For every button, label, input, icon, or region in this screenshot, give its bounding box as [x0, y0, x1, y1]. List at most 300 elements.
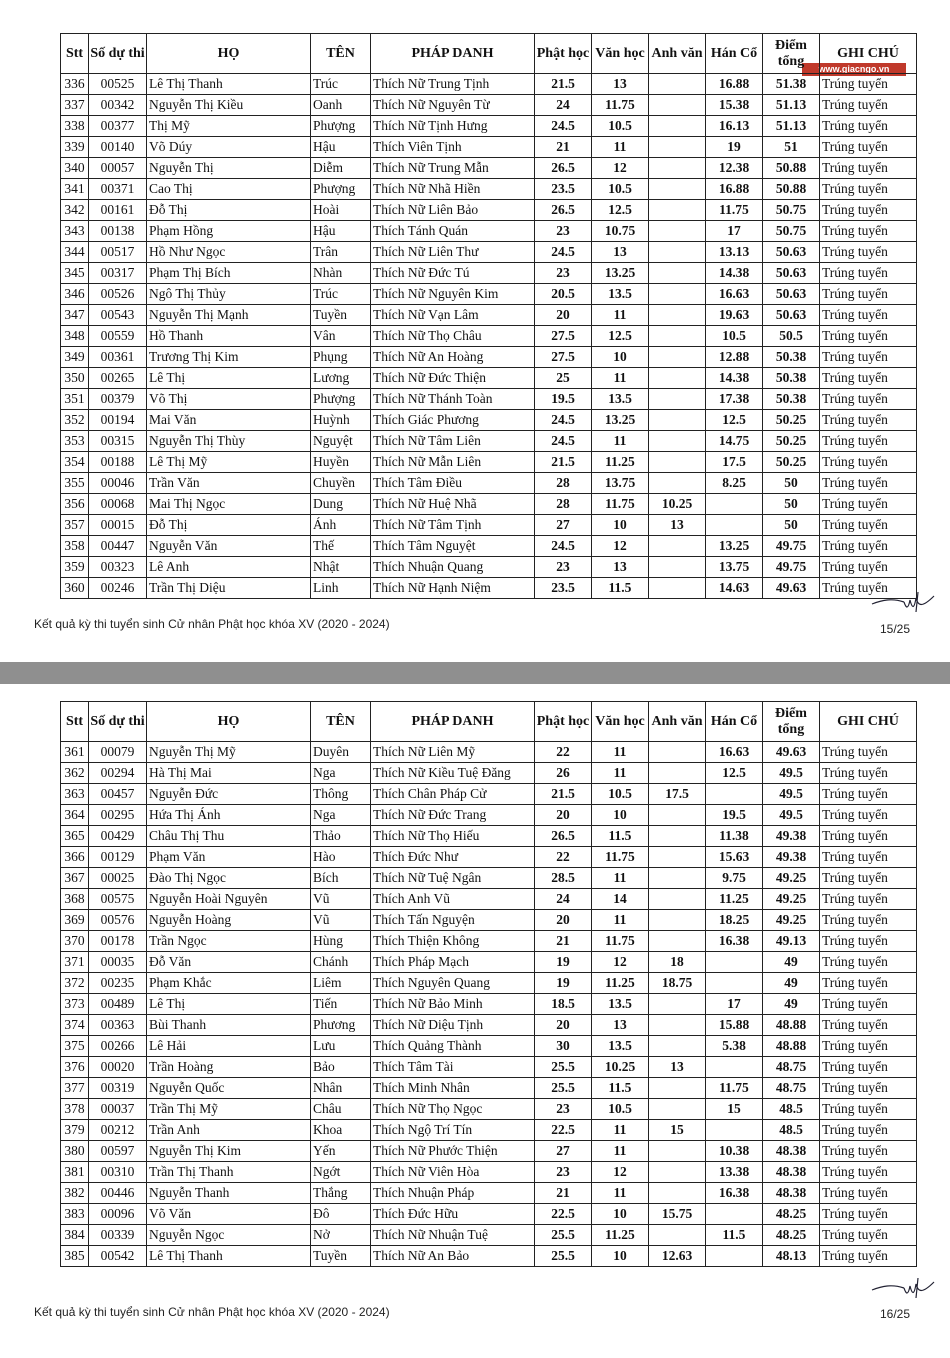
cell-han-co	[706, 1120, 763, 1141]
cell-van-hoc: 11	[592, 1183, 649, 1204]
table-header-row	[61, 702, 917, 742]
cell-diem-tong: 48.38	[763, 1183, 820, 1204]
cell-ho: Cao Thị	[147, 179, 311, 200]
cell-han-co: 14.38	[706, 368, 763, 389]
cell-so-du-thi: 00315	[89, 431, 147, 452]
cell-phap-danh: Thích Thiện Không	[371, 931, 535, 952]
cell-ho: Lê Thị Thanh	[147, 74, 311, 95]
cell-ho: Đỗ Thị	[147, 515, 311, 536]
cell-diem-tong: 48.25	[763, 1225, 820, 1246]
cell-stt: 337	[61, 95, 89, 116]
cell-ghi-chu: Trúng tuyển	[820, 515, 917, 536]
cell-han-co: 10.5	[706, 326, 763, 347]
table-row	[61, 952, 917, 973]
cell-so-du-thi: 00576	[89, 910, 147, 931]
cell-han-co: 17.5	[706, 452, 763, 473]
cell-phap-danh: Thích Nữ Nguyên Từ	[371, 95, 535, 116]
cell-ten: Huyền	[311, 452, 371, 473]
cell-diem-tong: 48.75	[763, 1078, 820, 1099]
cell-van-hoc: 11	[592, 1120, 649, 1141]
cell-phat-hoc: 23	[535, 221, 592, 242]
cell-han-co: 13.75	[706, 557, 763, 578]
cell-ghi-chu: Trúng tuyển	[820, 305, 917, 326]
cell-so-du-thi: 00161	[89, 200, 147, 221]
cell-ten: Châu	[311, 1099, 371, 1120]
table-row	[61, 826, 917, 847]
cell-ghi-chu: Trúng tuyển	[820, 763, 917, 784]
cell-ten: Lưu	[311, 1036, 371, 1057]
cell-stt: 383	[61, 1204, 89, 1225]
cell-phap-danh: Thích Nữ Tuệ Ngân	[371, 868, 535, 889]
table-row	[61, 536, 917, 557]
cell-ho: Trần Anh	[147, 1120, 311, 1141]
cell-ten: Trân	[311, 242, 371, 263]
cell-anh-van	[649, 868, 706, 889]
table-row	[61, 578, 917, 599]
cell-han-co: 13.13	[706, 242, 763, 263]
cell-ten: Khoa	[311, 1120, 371, 1141]
cell-so-du-thi: 00194	[89, 410, 147, 431]
cell-so-du-thi: 00363	[89, 1015, 147, 1036]
cell-phat-hoc: 21.5	[535, 452, 592, 473]
cell-ghi-chu: Trúng tuyển	[820, 910, 917, 931]
cell-ho: Trần Thị Mỹ	[147, 1099, 311, 1120]
cell-phat-hoc: 24.5	[535, 116, 592, 137]
cell-ten: Liêm	[311, 973, 371, 994]
table-row	[61, 1120, 917, 1141]
cell-ten: Nga	[311, 805, 371, 826]
header-ghi-chu: GHI CHÚ	[820, 702, 917, 742]
cell-ten: Tuyền	[311, 305, 371, 326]
table-row	[61, 742, 917, 763]
cell-stt: 375	[61, 1036, 89, 1057]
cell-phap-danh: Thích Nữ An Hoàng	[371, 347, 535, 368]
cell-so-du-thi: 00057	[89, 158, 147, 179]
cell-han-co: 16.38	[706, 1183, 763, 1204]
cell-stt: 361	[61, 742, 89, 763]
cell-ghi-chu: Trúng tuyển	[820, 431, 917, 452]
cell-phat-hoc: 27.5	[535, 347, 592, 368]
cell-so-du-thi: 00295	[89, 805, 147, 826]
cell-so-du-thi: 00526	[89, 284, 147, 305]
cell-han-co: 12.88	[706, 347, 763, 368]
table-row	[61, 889, 917, 910]
cell-stt: 373	[61, 994, 89, 1015]
cell-ten: Nhân	[311, 1078, 371, 1099]
cell-van-hoc: 13	[592, 1015, 649, 1036]
cell-phap-danh: Thích Nữ Liên Bảo	[371, 200, 535, 221]
header-diem-tong: Điểm tổng	[763, 702, 820, 742]
cell-van-hoc: 10	[592, 805, 649, 826]
cell-ghi-chu: Trúng tuyển	[820, 1183, 917, 1204]
cell-ho: Trần Thị Diệu	[147, 578, 311, 599]
cell-ghi-chu: Trúng tuyển	[820, 742, 917, 763]
cell-ho: Bùi Thanh	[147, 1015, 311, 1036]
cell-phat-hoc: 28	[535, 494, 592, 515]
cell-phat-hoc: 28	[535, 473, 592, 494]
cell-stt: 385	[61, 1246, 89, 1267]
page-number: 16/25	[879, 1307, 910, 1321]
cell-ghi-chu: Trúng tuyển	[820, 1015, 917, 1036]
cell-phat-hoc: 21	[535, 1183, 592, 1204]
cell-diem-tong: 49.63	[763, 578, 820, 599]
cell-ten: Nhật	[311, 557, 371, 578]
cell-diem-tong: 50	[763, 473, 820, 494]
cell-han-co	[706, 1057, 763, 1078]
cell-ho: Trương Thị Kim	[147, 347, 311, 368]
cell-ghi-chu: Trúng tuyển	[820, 221, 917, 242]
cell-van-hoc: 12	[592, 952, 649, 973]
cell-ho: Mai Thị Ngọc	[147, 494, 311, 515]
cell-ho: Nguyễn Thị Kim	[147, 1141, 311, 1162]
cell-ghi-chu: Trúng tuyển	[820, 868, 917, 889]
cell-diem-tong: 50.38	[763, 389, 820, 410]
cell-van-hoc: 10.5	[592, 784, 649, 805]
cell-ten: Huỳnh	[311, 410, 371, 431]
cell-stt: 348	[61, 326, 89, 347]
cell-ho: Trần Ngọc	[147, 931, 311, 952]
cell-ghi-chu: Trúng tuyển	[820, 1099, 917, 1120]
cell-ho: Võ Dúy	[147, 137, 311, 158]
cell-stt: 368	[61, 889, 89, 910]
table-row	[61, 431, 917, 452]
cell-so-du-thi: 00188	[89, 452, 147, 473]
table-row	[61, 284, 917, 305]
cell-stt: 374	[61, 1015, 89, 1036]
cell-so-du-thi: 00446	[89, 1183, 147, 1204]
cell-ho: Phạm Thị Bích	[147, 263, 311, 284]
cell-so-du-thi: 00310	[89, 1162, 147, 1183]
cell-ho: Châu Thị Thu	[147, 826, 311, 847]
cell-ho: Trần Hoàng	[147, 1057, 311, 1078]
cell-so-du-thi: 00525	[89, 74, 147, 95]
cell-van-hoc: 10	[592, 515, 649, 536]
cell-ghi-chu: Trúng tuyển	[820, 284, 917, 305]
cell-phat-hoc: 27	[535, 515, 592, 536]
cell-ho: Hồ Thanh	[147, 326, 311, 347]
cell-ho: Nguyễn Thị Mạnh	[147, 305, 311, 326]
cell-ho: Trần Thị Thanh	[147, 1162, 311, 1183]
cell-ghi-chu: Trúng tuyển	[820, 931, 917, 952]
cell-han-co: 15.63	[706, 847, 763, 868]
cell-ten: Phượng	[311, 389, 371, 410]
table-row	[61, 179, 917, 200]
cell-stt: 364	[61, 805, 89, 826]
cell-ten: Đô	[311, 1204, 371, 1225]
cell-stt: 340	[61, 158, 89, 179]
cell-ten: Thảo	[311, 826, 371, 847]
document-page-15	[0, 0, 950, 662]
cell-diem-tong: 50.75	[763, 200, 820, 221]
cell-ghi-chu: Trúng tuyển	[820, 1141, 917, 1162]
cell-diem-tong: 49.25	[763, 889, 820, 910]
table-row	[61, 1099, 917, 1120]
cell-ten: Lương	[311, 368, 371, 389]
cell-so-du-thi: 00035	[89, 952, 147, 973]
cell-anh-van	[649, 994, 706, 1015]
cell-stt: 350	[61, 368, 89, 389]
cell-diem-tong: 49.25	[763, 868, 820, 889]
cell-ghi-chu: Trúng tuyển	[820, 557, 917, 578]
cell-diem-tong: 50.38	[763, 347, 820, 368]
table-row	[61, 910, 917, 931]
header-ghi-chu: GHI CHÚ	[820, 34, 917, 74]
cell-diem-tong: 49.75	[763, 557, 820, 578]
cell-ho: Võ Văn	[147, 1204, 311, 1225]
cell-diem-tong: 50	[763, 494, 820, 515]
cell-ten: Trúc	[311, 284, 371, 305]
cell-anh-van	[649, 179, 706, 200]
cell-so-du-thi: 00020	[89, 1057, 147, 1078]
cell-phap-danh: Thích Ngộ Trí Tín	[371, 1120, 535, 1141]
cell-so-du-thi: 00246	[89, 578, 147, 599]
table-row	[61, 1246, 917, 1267]
header-stt: Stt	[61, 34, 89, 74]
cell-ghi-chu: Trúng tuyển	[820, 1036, 917, 1057]
cell-stt: 345	[61, 263, 89, 284]
cell-stt: 377	[61, 1078, 89, 1099]
cell-anh-van	[649, 1183, 706, 1204]
cell-han-co: 11.75	[706, 200, 763, 221]
cell-anh-van: 17.5	[649, 784, 706, 805]
header-ho: HỌ	[147, 702, 311, 742]
results-table	[60, 701, 917, 1267]
cell-phap-danh: Thích Nữ Tâm Liên	[371, 431, 535, 452]
cell-so-du-thi: 00178	[89, 931, 147, 952]
cell-ho: Võ Thị	[147, 389, 311, 410]
cell-ten: Duyên	[311, 742, 371, 763]
cell-han-co: 15	[706, 1099, 763, 1120]
cell-ten: Trúc	[311, 74, 371, 95]
cell-anh-van	[649, 389, 706, 410]
cell-han-co	[706, 494, 763, 515]
header-ho: HỌ	[147, 34, 311, 74]
cell-stt: 382	[61, 1183, 89, 1204]
cell-ghi-chu: Trúng tuyển	[820, 973, 917, 994]
cell-diem-tong: 49.38	[763, 826, 820, 847]
cell-van-hoc: 14	[592, 889, 649, 910]
cell-phat-hoc: 19	[535, 952, 592, 973]
cell-anh-van	[649, 221, 706, 242]
cell-ten: Hùng	[311, 931, 371, 952]
table-row	[61, 515, 917, 536]
cell-diem-tong: 48.88	[763, 1015, 820, 1036]
cell-so-du-thi: 00429	[89, 826, 147, 847]
cell-diem-tong: 48.38	[763, 1162, 820, 1183]
cell-ten: Ngớt	[311, 1162, 371, 1183]
cell-han-co: 12.38	[706, 158, 763, 179]
cell-so-du-thi: 00138	[89, 221, 147, 242]
cell-van-hoc: 12	[592, 1162, 649, 1183]
cell-anh-van	[649, 557, 706, 578]
cell-ho: Đỗ Văn	[147, 952, 311, 973]
cell-phat-hoc: 24.5	[535, 410, 592, 431]
cell-ten: Thắng	[311, 1183, 371, 1204]
cell-phat-hoc: 18.5	[535, 994, 592, 1015]
cell-anh-van	[649, 763, 706, 784]
cell-phat-hoc: 22.5	[535, 1204, 592, 1225]
cell-ghi-chu: Trúng tuyển	[820, 74, 917, 95]
header-van-hoc: Văn học	[592, 702, 649, 742]
cell-ghi-chu: Trúng tuyển	[820, 200, 917, 221]
cell-han-co: 17.38	[706, 389, 763, 410]
cell-van-hoc: 13	[592, 74, 649, 95]
cell-diem-tong: 51.38	[763, 74, 820, 95]
header-han-co: Hán Cổ	[706, 34, 763, 74]
cell-phat-hoc: 22	[535, 742, 592, 763]
cell-phat-hoc: 20.5	[535, 284, 592, 305]
cell-diem-tong: 50.75	[763, 221, 820, 242]
cell-han-co: 14.75	[706, 431, 763, 452]
cell-anh-van	[649, 368, 706, 389]
cell-han-co	[706, 515, 763, 536]
cell-ho: Hồ Như Ngọc	[147, 242, 311, 263]
cell-anh-van	[649, 931, 706, 952]
cell-ten: Nga	[311, 763, 371, 784]
page-footer: Kết quả kỳ thi tuyển sinh Cử nhân Phật học khóa XV (2020 - 2024)	[34, 1305, 390, 1319]
signature-icon	[870, 1270, 936, 1302]
cell-phap-danh: Thích Tấn Nguyện	[371, 910, 535, 931]
cell-stt: 356	[61, 494, 89, 515]
cell-so-du-thi: 00212	[89, 1120, 147, 1141]
cell-van-hoc: 13.25	[592, 263, 649, 284]
cell-anh-van	[649, 452, 706, 473]
cell-stt: 369	[61, 910, 89, 931]
cell-phat-hoc: 27.5	[535, 326, 592, 347]
table-row	[61, 868, 917, 889]
cell-anh-van	[649, 242, 706, 263]
cell-anh-van	[649, 1036, 706, 1057]
cell-diem-tong: 50.88	[763, 158, 820, 179]
cell-han-co: 17	[706, 994, 763, 1015]
cell-ghi-chu: Trúng tuyển	[820, 326, 917, 347]
cell-ghi-chu: Trúng tuyển	[820, 1204, 917, 1225]
cell-diem-tong: 48.13	[763, 1246, 820, 1267]
cell-anh-van: 18.75	[649, 973, 706, 994]
cell-han-co: 18.25	[706, 910, 763, 931]
cell-so-du-thi: 00096	[89, 1204, 147, 1225]
cell-ghi-chu: Trúng tuyển	[820, 242, 917, 263]
cell-han-co: 15.38	[706, 95, 763, 116]
table-row	[61, 1183, 917, 1204]
table-row	[61, 784, 917, 805]
cell-van-hoc: 13.5	[592, 1036, 649, 1057]
cell-phap-danh: Thích Nữ Đức Thiện	[371, 368, 535, 389]
cell-phap-danh: Thích Nữ Huệ Nhã	[371, 494, 535, 515]
cell-han-co: 11.38	[706, 826, 763, 847]
cell-van-hoc: 11.25	[592, 452, 649, 473]
table-row	[61, 263, 917, 284]
cell-phat-hoc: 21	[535, 931, 592, 952]
cell-phat-hoc: 23.5	[535, 578, 592, 599]
cell-phap-danh: Thích Nữ Nhã Hiền	[371, 179, 535, 200]
cell-anh-van: 15	[649, 1120, 706, 1141]
cell-ghi-chu: Trúng tuyển	[820, 452, 917, 473]
cell-phat-hoc: 19.5	[535, 389, 592, 410]
cell-van-hoc: 11.5	[592, 1078, 649, 1099]
cell-phap-danh: Thích Nữ Tịnh Hưng	[371, 116, 535, 137]
cell-stt: 352	[61, 410, 89, 431]
cell-van-hoc: 13.25	[592, 410, 649, 431]
table-row	[61, 137, 917, 158]
cell-van-hoc: 13	[592, 242, 649, 263]
cell-han-co	[706, 973, 763, 994]
cell-stt: 343	[61, 221, 89, 242]
cell-ten: Hậu	[311, 221, 371, 242]
cell-phap-danh: Thích Nữ Hạnh Niệm	[371, 578, 535, 599]
cell-van-hoc: 11	[592, 137, 649, 158]
table-row	[61, 116, 917, 137]
table-row	[61, 200, 917, 221]
cell-ho: Nguyễn Ngọc	[147, 1225, 311, 1246]
cell-ten: Hậu	[311, 137, 371, 158]
cell-han-co: 16.63	[706, 284, 763, 305]
cell-stt: 370	[61, 931, 89, 952]
cell-stt: 344	[61, 242, 89, 263]
cell-van-hoc: 11	[592, 305, 649, 326]
cell-phat-hoc: 26.5	[535, 158, 592, 179]
cell-ghi-chu: Trúng tuyển	[820, 158, 917, 179]
cell-ho: Nguyễn Văn	[147, 536, 311, 557]
cell-phat-hoc: 26.5	[535, 826, 592, 847]
cell-ghi-chu: Trúng tuyển	[820, 1225, 917, 1246]
cell-han-co	[706, 1246, 763, 1267]
cell-phap-danh: Thích Nữ Thánh Toàn	[371, 389, 535, 410]
cell-anh-van	[649, 1141, 706, 1162]
cell-ten: Chuyền	[311, 473, 371, 494]
cell-han-co	[706, 784, 763, 805]
table-row	[61, 805, 917, 826]
cell-ten: Phượng	[311, 116, 371, 137]
table-row	[61, 763, 917, 784]
cell-anh-van	[649, 116, 706, 137]
cell-so-du-thi: 00379	[89, 389, 147, 410]
header-ten: TÊN	[311, 702, 371, 742]
cell-ho: Hứa Thị Ánh	[147, 805, 311, 826]
cell-anh-van	[649, 326, 706, 347]
cell-han-co: 16.88	[706, 179, 763, 200]
cell-stt: 354	[61, 452, 89, 473]
cell-so-du-thi: 00129	[89, 847, 147, 868]
cell-phap-danh: Thích Minh Nhân	[371, 1078, 535, 1099]
cell-phat-hoc: 23	[535, 263, 592, 284]
cell-ten: Nguyệt	[311, 431, 371, 452]
cell-diem-tong: 51.13	[763, 95, 820, 116]
cell-van-hoc: 11.5	[592, 578, 649, 599]
cell-so-du-thi: 00294	[89, 763, 147, 784]
cell-stt: 339	[61, 137, 89, 158]
cell-ho: Nguyễn Hoàng	[147, 910, 311, 931]
cell-ho: Trần Văn	[147, 473, 311, 494]
table-row	[61, 1162, 917, 1183]
cell-van-hoc: 10.5	[592, 179, 649, 200]
cell-phap-danh: Thích Tâm Điều	[371, 473, 535, 494]
cell-diem-tong: 48.88	[763, 1036, 820, 1057]
cell-stt: 371	[61, 952, 89, 973]
cell-diem-tong: 49.5	[763, 805, 820, 826]
header-diem-tong: Điểm tổng	[763, 34, 820, 74]
cell-phat-hoc: 24.5	[535, 242, 592, 263]
cell-ho: Phạm Hồng	[147, 221, 311, 242]
cell-han-co: 16.13	[706, 116, 763, 137]
cell-van-hoc: 13.5	[592, 389, 649, 410]
cell-stt: 381	[61, 1162, 89, 1183]
cell-so-du-thi: 00457	[89, 784, 147, 805]
cell-ho: Nguyễn Hoài Nguyên	[147, 889, 311, 910]
cell-van-hoc: 11.75	[592, 847, 649, 868]
cell-so-du-thi: 00319	[89, 1078, 147, 1099]
cell-diem-tong: 50.63	[763, 284, 820, 305]
